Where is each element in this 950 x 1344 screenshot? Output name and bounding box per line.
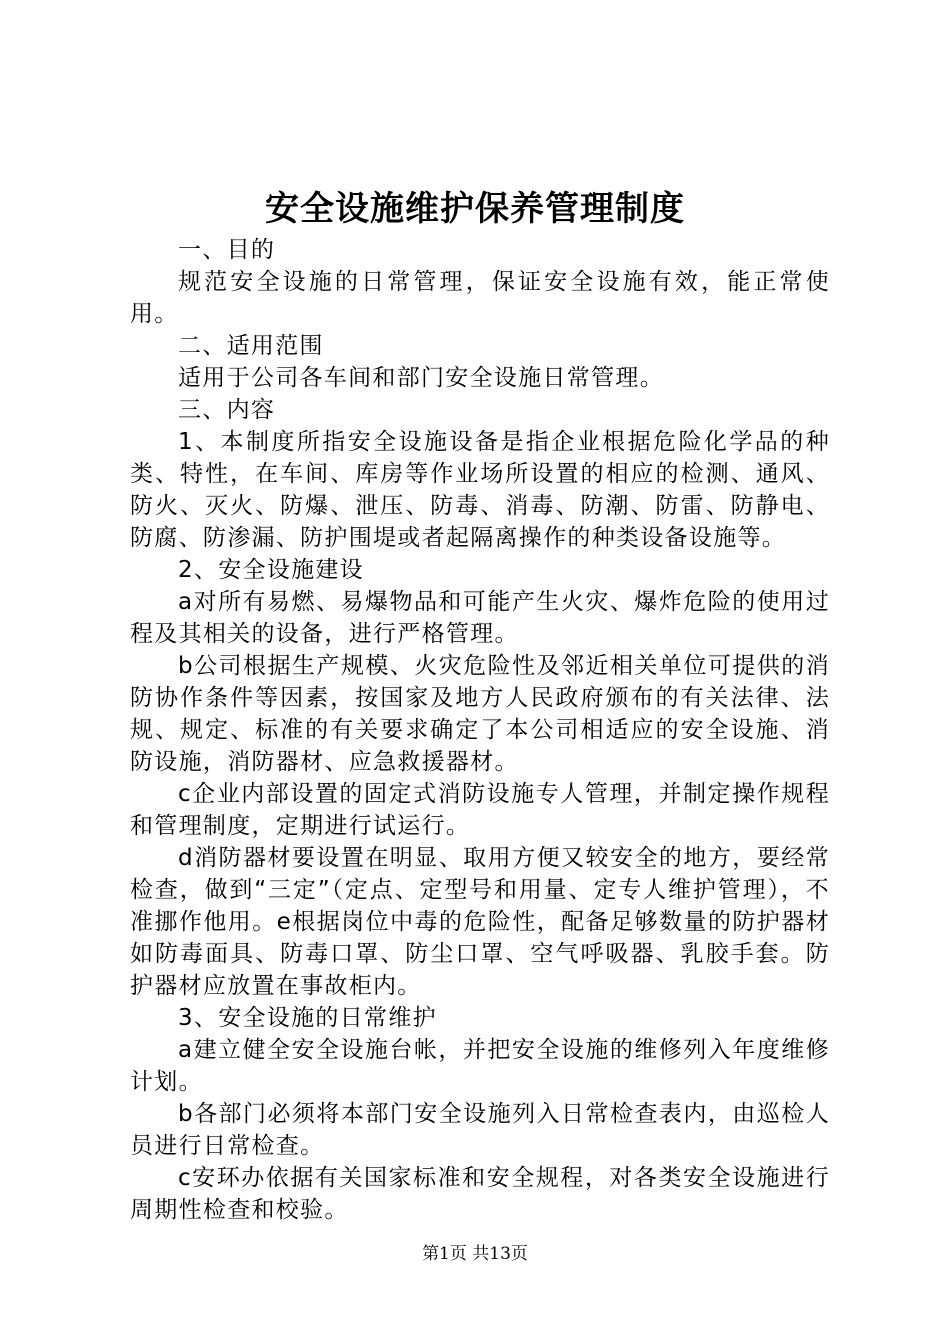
subheading-construction: 2、安全设施建设 bbox=[178, 557, 365, 583]
paragraph-construction-a: a对所有易燃、易爆物品和可能产生火灾、爆炸危险的使用过程及其相关的设备，进行严格管理。 bbox=[130, 589, 830, 647]
document-body bbox=[130, 234, 830, 1226]
paragraph-scope: 适用于公司各车间和部门安全设施日常管理。 bbox=[178, 365, 664, 391]
paragraph-construction-b: b公司根据生产规模、火灾危险性及邻近相关单位可提供的消防协作条件等因素，按国家及地方人民政府颁布的有关法律、法规、规定、标准的有关要求确定了本公司相适应的安全设施、消防设施，消防器材、应急救援器材。 bbox=[130, 653, 830, 775]
paragraph-construction-d: d消防器材要设置在明显、取用方便又较安全的地方，要经常检查，做到“三定”（定点、定型号和用量、定专人维护管理），不准挪作他用。e根据岗位中毒的危险性，配备足够数量的防护器材如防毒面具、防毒口罩、防尘口罩、空气呼吸器、乳胶手套。防护器材应放置在事故柜内。 bbox=[130, 845, 830, 999]
paragraph-maintenance-a: a建立健全安全设施台帐，并把安全设施的维修列入年度维修计划。 bbox=[130, 1037, 830, 1095]
paragraph-construction-c: c企业内部设置的固定式消防设施专人管理，并制定操作规程和管理制度，定期进行试运行。 bbox=[130, 781, 830, 839]
section-heading-scope: 二、适用范围 bbox=[178, 333, 324, 359]
document-title: 安全设施维护保养管理制度 bbox=[265, 189, 685, 229]
page-number-footer: 第1页 共13页 bbox=[422, 1244, 528, 1264]
paragraph-maintenance-c: c安环办依据有关国家标准和安全规程，对各类安全设施进行周期性检查和校验。 bbox=[130, 1165, 830, 1223]
section-heading-purpose: 一、目的 bbox=[178, 237, 276, 263]
section-heading-content: 三、内容 bbox=[178, 397, 276, 423]
paragraph-definition: 1、本制度所指安全设施设备是指企业根据危险化学品的种类、特性，在车间、库房等作业场所设置的相应的检测、通风、防火、灭火、防爆、泄压、防毒、消毒、防潮、防雷、防静电、防腐、防渗漏、防护围堤或者起隔离操作的种类设备设施等。 bbox=[130, 429, 830, 551]
subheading-maintenance: 3、安全设施的日常维护 bbox=[178, 1005, 437, 1031]
paragraph-maintenance-b: b各部门必须将本部门安全设施列入日常检查表内，由巡检人员进行日常检查。 bbox=[130, 1101, 830, 1159]
paragraph-purpose: 规范安全设施的日常管理，保证安全设施有效，能正常使用。 bbox=[130, 269, 830, 327]
